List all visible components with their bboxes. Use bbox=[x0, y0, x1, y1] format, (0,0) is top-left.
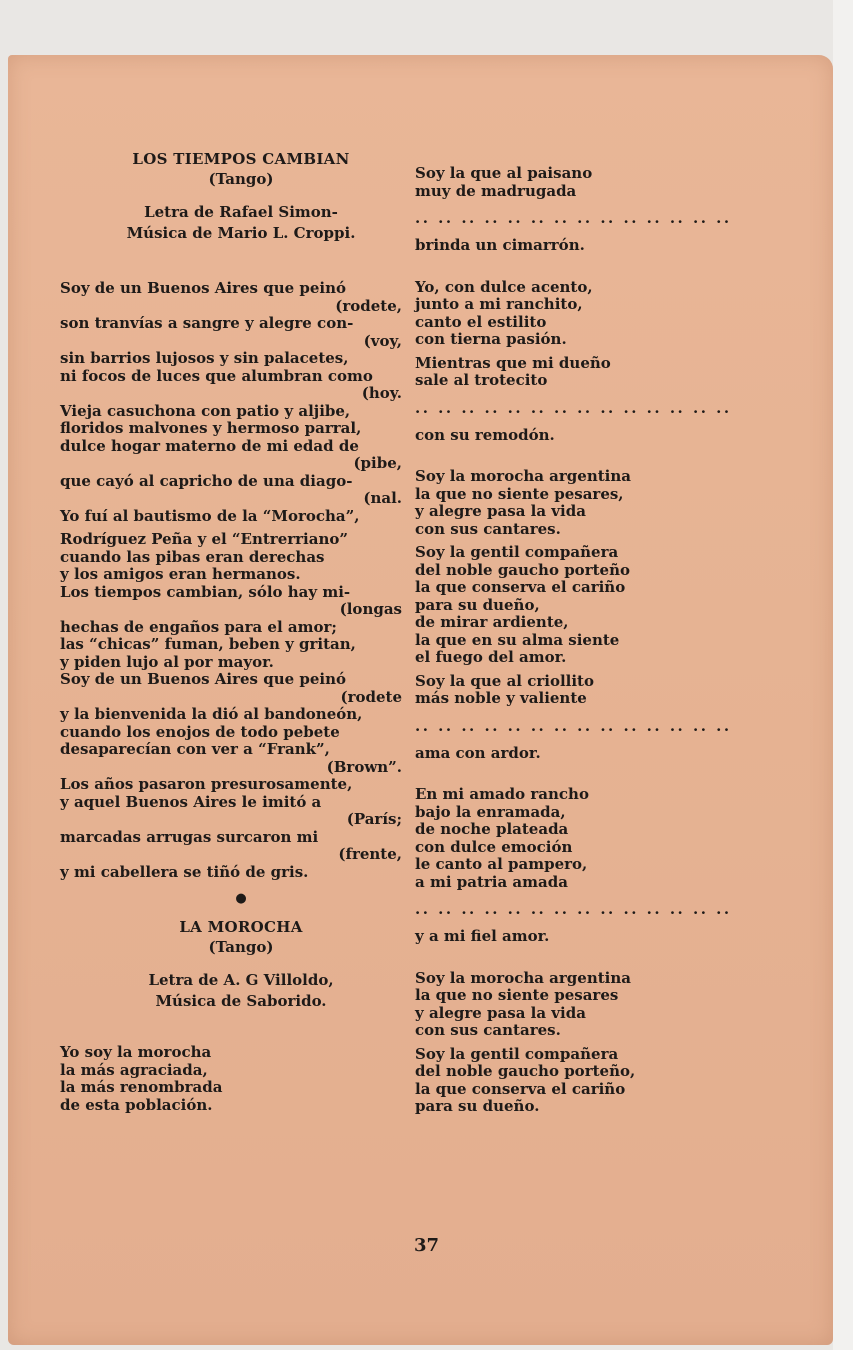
lyric-line: Yo fuí al bautismo de la “Morocha”, bbox=[60, 506, 360, 525]
lyric-line: del noble gaucho porteño, bbox=[415, 1062, 636, 1080]
lyric-line: para su dueño. bbox=[415, 1097, 540, 1115]
lyric-line: cuando los enojos de todo pebete bbox=[60, 722, 340, 741]
lyric-line: Yo, con dulce acento, bbox=[415, 277, 593, 296]
lyric-line: brinda un cimarrón. bbox=[415, 236, 585, 254]
lyric-line: la que no siente pesares bbox=[415, 986, 619, 1004]
lyric-line: el fuego del amor. bbox=[415, 648, 567, 666]
lyric-line: de noche plateada bbox=[415, 820, 569, 838]
lyric-line: Yo soy la morocha bbox=[60, 1043, 212, 1061]
lyric-line: y mi cabellera se tiñó de gris. bbox=[60, 862, 309, 881]
lyric-line: del noble gaucho porteño bbox=[415, 560, 630, 579]
lyric-line: más noble y valiente bbox=[415, 689, 587, 707]
lyric-line: floridos malvones y hermoso parral, bbox=[60, 419, 362, 437]
song1-title: LOS TIEMPOS CAMBIAN bbox=[132, 150, 350, 168]
lyric-line: muy de madrugada bbox=[415, 181, 577, 200]
lyric-line: (frente, bbox=[338, 845, 402, 863]
lyric-line: la que en su alma siente bbox=[415, 630, 620, 649]
lyric-line: junto a mi ranchito, bbox=[415, 295, 583, 313]
lyric-line: con sus cantares. bbox=[415, 1021, 561, 1039]
song2-genre: (Tango) bbox=[208, 938, 274, 956]
lyric-line: (voy, bbox=[363, 331, 402, 350]
lyric-line: y los amigos eran hermanos. bbox=[60, 565, 301, 583]
lyric-line: con dulce emoción bbox=[415, 837, 573, 856]
lyric-line: ni focos de luces que alumbran como bbox=[60, 366, 373, 385]
song1-music-credit: Música de Mario L. Croppi. bbox=[126, 224, 356, 242]
lyric-line: desaparecían con ver a “Frank”, bbox=[60, 740, 330, 758]
lyric-line: Soy la morocha argentina bbox=[415, 467, 631, 485]
lyric-line: (pibe, bbox=[353, 454, 402, 472]
lyric-line: ama con ardor. bbox=[415, 743, 541, 762]
lyric-line: y alegre pasa la vida bbox=[415, 502, 586, 520]
lyric-line: Rodríguez Peña y el “Entrerriano” bbox=[60, 530, 349, 548]
lyric-line: Los años pasaron presurosamente, bbox=[60, 775, 353, 793]
background-edge bbox=[833, 0, 853, 1350]
lyric-line: Soy la que al paisano bbox=[415, 164, 593, 182]
ellipsis-row: .. .. .. .. .. .. .. .. .. .. .. .. .. .. bbox=[415, 399, 732, 417]
lyric-line: (París; bbox=[346, 810, 402, 828]
song1-lyrics-credit: Letra de Rafael Simon- bbox=[144, 203, 338, 221]
lyric-line: Soy la gentil compañera bbox=[415, 1044, 619, 1063]
song2-lyrics-credit: Letra de A. G Villoldo, bbox=[148, 971, 334, 989]
song2-music-credit: Música de Saborido. bbox=[155, 992, 327, 1010]
lyric-line: con tierna pasión. bbox=[415, 330, 567, 348]
lyric-line: canto el estilito bbox=[415, 312, 547, 331]
left-column bbox=[50, 150, 402, 1114]
lyric-line: Soy de un Buenos Aires que peinó bbox=[60, 670, 347, 688]
lyric-line: con su remodón. bbox=[415, 425, 555, 444]
lyric-line: y piden lujo al por mayor. bbox=[60, 652, 274, 671]
lyric-line: y alegre pasa la vida bbox=[415, 1003, 586, 1022]
song2-title: LA MOROCHA bbox=[179, 918, 303, 936]
lyric-line: Vieja casuchona con patio y aljibe, bbox=[60, 401, 351, 420]
lyric-line: cuando las pibas eran derechas bbox=[60, 547, 325, 566]
lyric-line: la que conserva el cariño bbox=[415, 1079, 626, 1098]
lyric-line: bajo la enramada, bbox=[415, 802, 566, 821]
lyric-line: le canto al pampero, bbox=[415, 855, 588, 873]
lyric-line: que cayó al capricho de una diago- bbox=[60, 471, 353, 490]
lyric-line: de esta población. bbox=[60, 1095, 213, 1114]
lyric-line: (Brown”. bbox=[326, 757, 402, 776]
lyric-line: la más agraciada, bbox=[60, 1060, 208, 1079]
ellipsis-row: .. .. .. .. .. .. .. .. .. .. .. .. .. .. bbox=[415, 901, 732, 918]
lyric-line: sin barrios lujosos y sin palacetes, bbox=[60, 349, 349, 367]
lyric-line: (nal. bbox=[363, 489, 402, 507]
lyric-line: marcadas arrugas surcaron mi bbox=[60, 827, 319, 846]
lyric-line: Mientras que mi dueño bbox=[415, 353, 611, 372]
lyric-line: (rodete, bbox=[335, 296, 402, 315]
lyric-line: y aquel Buenos Aires le imitó a bbox=[60, 792, 322, 811]
lyric-line: (hoy. bbox=[361, 384, 402, 402]
ellipsis-row: .. .. .. .. .. .. .. .. .. .. .. .. .. .. bbox=[415, 210, 732, 227]
lyric-line: (rodete bbox=[340, 687, 402, 706]
song1-genre: (Tango) bbox=[208, 170, 274, 188]
lyric-line: Soy de un Buenos Aires que peinó bbox=[60, 279, 347, 297]
lyric-line: la que conserva el cariño bbox=[415, 578, 626, 596]
section-bullet: ● bbox=[235, 891, 247, 906]
lyric-line: Soy la gentil compañera bbox=[415, 543, 619, 561]
lyric-line: En mi amado rancho bbox=[415, 785, 589, 803]
right-column bbox=[405, 165, 755, 1116]
lyric-line: son tranvías a sangre y alegre con- bbox=[60, 314, 354, 332]
lyric-line: dulce hogar materno de mi edad de bbox=[60, 436, 359, 455]
lyric-line: Soy la morocha argentina bbox=[415, 968, 631, 987]
lyric-line: hechas de engaños para el amor; bbox=[60, 617, 337, 636]
lyric-line: y a mi fiel amor. bbox=[415, 927, 550, 945]
lyric-line: Soy la que al criollito bbox=[415, 671, 594, 690]
lyric-line: a mi patria amada bbox=[415, 872, 568, 891]
lyric-line: para su dueño, bbox=[415, 595, 540, 614]
lyric-line: sale al trotecito bbox=[415, 371, 548, 389]
ellipsis-row: .. .. .. .. .. .. .. .. .. .. .. .. .. .. bbox=[415, 717, 732, 735]
lyric-line: y la bienvenida la dió al bandoneón, bbox=[60, 705, 363, 723]
lyric-line: las “chicas” fuman, beben y gritan, bbox=[60, 635, 356, 653]
lyric-line: con sus cantares. bbox=[415, 519, 561, 538]
page-number: 37 bbox=[413, 1235, 440, 1256]
lyric-line: (longas bbox=[339, 600, 402, 618]
lyric-line: la más renombrada bbox=[60, 1078, 223, 1096]
lyric-line: Los tiempos cambian, sólo hay mi- bbox=[60, 582, 351, 601]
lyric-line: de mirar ardiente, bbox=[415, 613, 569, 631]
lyric-line: la que no siente pesares, bbox=[415, 484, 624, 503]
